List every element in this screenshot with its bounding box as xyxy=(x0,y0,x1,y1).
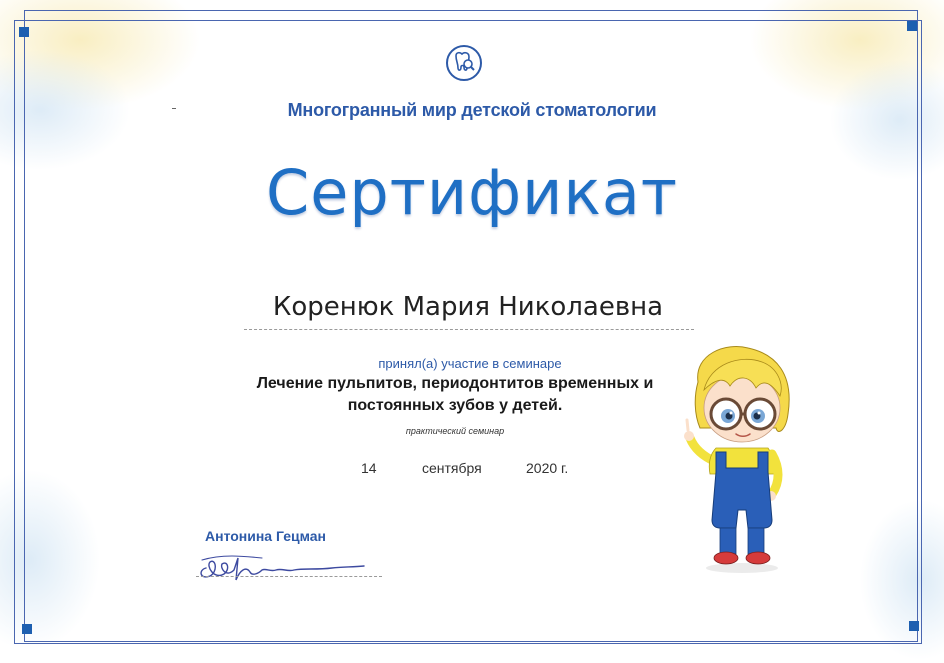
seminar-type: практический семинар xyxy=(405,426,505,436)
seminar-title xyxy=(240,373,670,417)
signature-line xyxy=(196,576,382,577)
recipient-name: Коренюк Мария Николаевна xyxy=(272,292,664,322)
date-month: сентября xyxy=(422,460,482,476)
organization-title: Многогранный мир детской стоматологии xyxy=(287,100,657,120)
seminar-title-line-2: постоянных зубов у детей. xyxy=(347,397,563,414)
date-day: 14 xyxy=(361,460,377,476)
seminar-title-line-1: Лечение пульпитов, периодонтитов временных и xyxy=(256,375,654,392)
date-year: 2020 г. xyxy=(526,460,569,476)
name-underline xyxy=(244,329,694,330)
tooth-magnifier-icon xyxy=(444,43,484,83)
frame-corner-bottom-right xyxy=(909,621,919,631)
frame-corner-top-right xyxy=(907,21,917,31)
girl-with-glasses-illustration xyxy=(676,344,806,576)
signer-name: Антонина Гецман xyxy=(205,528,327,544)
certificate-title: Сертификат xyxy=(265,156,679,229)
handwritten-signature xyxy=(192,540,392,590)
frame-corner-bottom-left xyxy=(22,624,32,634)
participation-text: принял(а) участие в семинаре xyxy=(378,356,562,371)
frame-corner-top-left xyxy=(19,27,29,37)
